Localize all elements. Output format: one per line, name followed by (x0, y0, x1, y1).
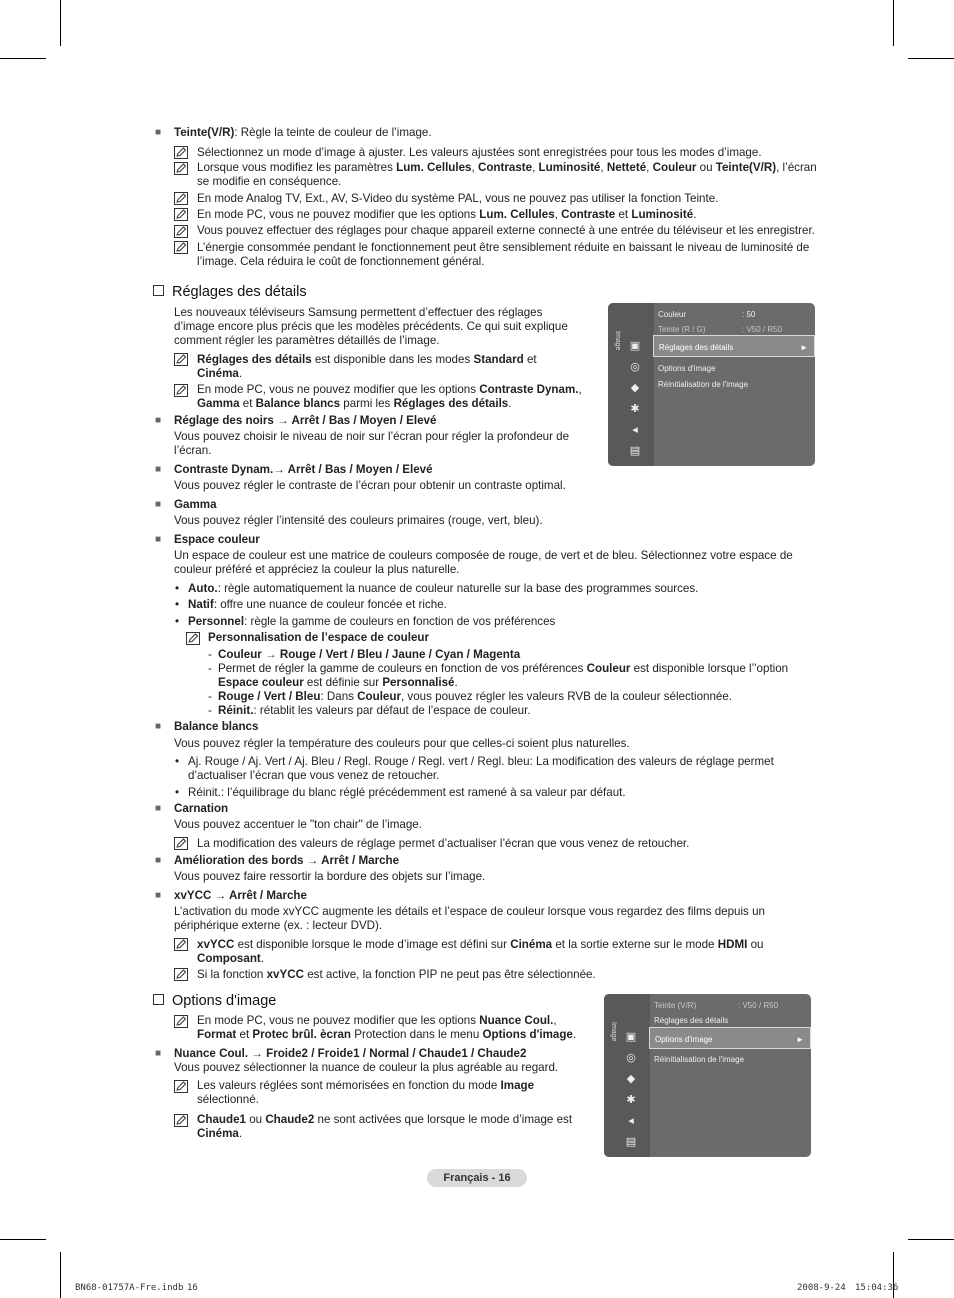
paragraph-line: comment régler les paramètres détaillés de l’image. (174, 334, 440, 347)
note-text: Chaude1 ou Chaude2 ne sont activées que lorsque le mode d’image est (197, 1113, 573, 1126)
setup-icon: ✱ (626, 1094, 636, 1106)
section-heading: Options d'image (153, 994, 276, 1008)
note-text: Gamma et Balance blancs parmi les Réglages des détails. (197, 397, 512, 410)
item-desc: périphérique externe (ex. : lecteur DVD). (174, 919, 383, 932)
item-title: xvYCC → Arrêt / Marche (174, 889, 307, 902)
item-title: Balance blancs (174, 720, 259, 733)
application-icon: ▤ (629, 445, 641, 457)
square-bullet: ■ (155, 1048, 162, 1059)
item-desc: Vous pouvez accentuer le "ton chair" de l’image. (174, 818, 422, 831)
picture-icon: ▣ (625, 1031, 637, 1043)
bullet-text: Personnel: règle la gamme de couleurs en fonction de vos préférences (188, 615, 556, 628)
crop-mark (60, 0, 61, 46)
setup-icon: ✱ (630, 403, 640, 415)
menu-side-label: Image (614, 331, 621, 351)
print-file-name: BN68-01757A-Fre.indb (75, 1283, 184, 1293)
item-title: Carnation (174, 802, 229, 815)
dash-bullet: - (208, 648, 212, 661)
menu-row-value: : V50 / R50 (738, 1001, 779, 1010)
square-bullet: ■ (155, 534, 162, 545)
item-desc: L’activation du mode xvYCC augmente les détails et l’espace de couleur lorsque vous regardez des films depuis un (174, 905, 765, 918)
page-number-badge: Français - 16 (427, 1169, 527, 1187)
note-text: La modification des valeurs de réglage permet d’actualiser l’écran que vous venez de retoucher. (197, 837, 690, 850)
bullet-text: Auto.: règle automatiquement la nuance de couleur naturelle sur la base des programmes sources. (188, 582, 699, 595)
note-text: Lorsque vous modifiez les paramètres Lum. Cellules, Contraste, Luminosité, Netteté, Couleur ou Teinte(V/R), l’écran (197, 161, 817, 174)
item-desc: Vous pouvez faire ressortir la bordure des objets sur l’image. (174, 870, 486, 883)
crop-mark (893, 0, 894, 46)
dash-bullet: - (208, 690, 212, 703)
item-desc: Vous pouvez choisir le niveau de noir sur l’écran pour régler la profondeur de (174, 430, 570, 443)
note-text: Format et Protec brûl. ècran Protection dans le menu Options d'image. (197, 1028, 577, 1041)
crop-mark (908, 1239, 954, 1240)
dash-bullet: - (208, 662, 212, 675)
note-text: sélectionné. (197, 1093, 259, 1106)
crop-mark (60, 1252, 61, 1298)
note-icon (174, 1015, 188, 1028)
section-heading: Réglages des détails (153, 285, 307, 299)
square-bullet: ■ (155, 890, 162, 901)
note-text: Cinéma. (197, 367, 243, 380)
item-desc: Un espace de couleur est une matrice de couleurs composée de rouge, de vert et de bleu. Sélectionnez votre espace de (174, 549, 793, 562)
note-text: Sélectionnez un mode d’image à ajuster. Les valeurs ajustées sont enregistrées pour tous les modes d’image. (197, 146, 762, 159)
note-icon (174, 1080, 188, 1093)
crop-mark (908, 58, 954, 59)
menu-row-label[interactable]: Réglages des détails (654, 1016, 729, 1025)
item-desc: couleur préféré et appréciez la couleur la plus naturelle. (174, 563, 460, 576)
note-text: Cinéma. (197, 1127, 243, 1140)
menu-row-label[interactable]: Réinitialisation de l'image (658, 380, 749, 389)
bullet-text: Réinit.: l’équilibrage du blanc réglé précédemment est ramené à sa valeur par défaut. (188, 786, 626, 799)
paragraph-line: Les nouveaux téléviseurs Samsung permettent d’effectuer des réglages (174, 306, 543, 319)
tv-menu-screenshot (604, 994, 811, 1157)
menu-selected-label: Réglages des détails (659, 343, 734, 352)
note-icon (174, 241, 188, 254)
print-date: 2008-9-24 (797, 1283, 846, 1293)
application-icon: ▤ (625, 1136, 637, 1148)
item-desc: Vous pouvez sélectionner la nuance de couleur la plus agréable au regard. (174, 1061, 559, 1074)
note-icon (174, 146, 188, 159)
dash-text: Espace couleur est définie sur Personnalisé. (218, 676, 458, 689)
note-icon (174, 384, 188, 397)
menu-row-value: : V50 / R50 (742, 325, 783, 334)
bullet-text: Natif: offre une nuance de couleur foncée et riche. (188, 598, 447, 611)
note-icon (174, 353, 188, 366)
item-desc: Vous pouvez régler l’intensité des couleurs primaires (rouge, vert, bleu). (174, 514, 543, 527)
teinte-line (174, 126, 432, 140)
dash-text: Permet de régler la gamme de couleurs en fonction de vos préférences Couleur est disponible lorsque l’’option (218, 662, 789, 675)
dot-bullet: • (175, 615, 180, 628)
menu-row-label[interactable]: Couleur (658, 310, 687, 319)
item-title: Nuance Coul. → Froide2 / Froide1 / Normal / Chaude1 / Chaude2 (174, 1047, 527, 1060)
print-file-page: 16 (187, 1283, 198, 1293)
note-icon (186, 632, 200, 645)
note-text: En mode PC, vous ne pouvez modifier que les options Lum. Cellules, Contraste et Luminosité. (197, 208, 697, 221)
item-title: Espace couleur (174, 533, 260, 546)
crop-mark (0, 58, 46, 59)
menu-selected-item[interactable] (653, 335, 815, 357)
note-text: xvYCC est disponible lorsque le mode d’image est défini sur Cinéma et la sortie externe sur le mode HDMI ou (197, 938, 764, 951)
menu-side-label: Image (610, 1022, 617, 1042)
checkbox-square-icon (153, 994, 164, 1005)
input-icon: ◂ (632, 424, 638, 436)
input-icon: ◂ (628, 1115, 634, 1127)
arrow-right-icon: ► (800, 343, 808, 352)
square-bullet: ■ (155, 721, 162, 732)
item-title: Contraste Dynam.→ Arrêt / Bas / Moyen / Elevé (174, 463, 433, 476)
note-text: l’image. Cela réduira le coût de fonctionnement général. (197, 255, 485, 268)
note-text: Vous pouvez effectuer des réglages pour chaque appareil externe connecté à une entrée du téléviseur et les enregistrer. (197, 224, 815, 237)
square-bullet: ■ (155, 127, 162, 138)
square-bullet: ■ (155, 803, 162, 814)
square-bullet: ■ (155, 464, 162, 475)
teinte-label: Teinte(V/R) (174, 126, 235, 139)
note-text: Réglages des détails est disponible dans les modes Standard et (197, 353, 537, 366)
note-icon (174, 208, 188, 221)
menu-row-value: : 50 (742, 310, 756, 319)
arrow-right-icon: ► (796, 1035, 804, 1044)
note-text: Les valeurs réglées sont mémorisées en fonction du mode Image (197, 1079, 535, 1092)
note-text: En mode PC, vous ne pouvez modifier que les options Contraste Dynam., (197, 383, 582, 396)
menu-row-label[interactable]: Réinitialisation de l'image (654, 1055, 745, 1064)
note-icon (174, 192, 188, 205)
note-icon (174, 225, 188, 238)
tv-menu-screenshot (608, 303, 815, 466)
square-bullet: ■ (155, 499, 162, 510)
bullet-text: Aj. Rouge / Aj. Vert / Aj. Bleu / Regl. Rouge / Regl. vert / Regl. bleu: La modification des valeurs de réglage permet (188, 755, 774, 768)
menu-selected-label: Options d'image (655, 1035, 713, 1044)
note-icon (174, 968, 188, 981)
menu-selected-item[interactable] (649, 1027, 811, 1049)
print-time: 15:04:36 (855, 1283, 899, 1293)
teinte-desc: : Règle la teinte de couleur de l’image. (234, 126, 432, 139)
note-text: L’énergie consommée pendant le fonctionnement peut être sensiblement réduite en baissant le niveau de luminosité de (197, 241, 810, 254)
menu-row-label[interactable]: Options d'image (658, 364, 716, 373)
dot-bullet: • (175, 755, 180, 768)
item-title: Réglage des noirs → Arrêt / Bas / Moyen / Elevé (174, 414, 437, 427)
dash-text: Réinit.: rétablit les valeurs par défaut de l’espace de couleur. (218, 704, 531, 717)
item-desc: l’écran. (174, 444, 212, 457)
sound-icon: ◎ (626, 1052, 636, 1064)
item-title: Gamma (174, 498, 217, 511)
checkbox-square-icon (153, 285, 164, 296)
note-text: Personnalisation de l’espace de couleur (208, 631, 430, 644)
note-text: Composant. (197, 952, 264, 965)
item-title: Amélioration des bords → Arrêt / Marche (174, 854, 400, 867)
dot-bullet: • (175, 582, 180, 595)
dash-text: Couleur → Rouge / Vert / Bleu / Jaune / Cyan / Magenta (218, 648, 521, 661)
dot-bullet: • (175, 598, 180, 611)
sound-icon: ◎ (630, 361, 640, 373)
note-icon (174, 938, 188, 951)
note-text: En mode PC, vous ne pouvez modifier que les options Nuance Coul., (197, 1014, 557, 1027)
item-desc: Vous pouvez régler la température des couleurs pour que celles-ci soient plus naturelles. (174, 737, 630, 750)
square-bullet: ■ (155, 855, 162, 866)
crop-mark (0, 1239, 46, 1240)
menu-row-label[interactable]: Teinte (R / G) (658, 325, 706, 334)
note-text: En mode Analog TV, Ext., AV, S-Video du système PAL, vous ne pouvez pas utiliser la fonction Teinte. (197, 192, 719, 205)
bullet-text: d’actualiser l’écran que vous venez de retoucher. (188, 769, 440, 782)
dash-bullet: - (208, 704, 212, 717)
note-text: Si la fonction xvYCC est active, la fonction PIP ne peut pas être sélectionnée. (197, 968, 596, 981)
channel-icon: ◆ (630, 382, 640, 394)
item-desc: Vous pouvez régler le contraste de l’écran pour obtenir un contraste optimal. (174, 479, 566, 492)
note-icon (174, 1114, 188, 1127)
square-bullet: ■ (155, 415, 162, 426)
dash-text: Rouge / Vert / Bleu: Dans Couleur, vous pouvez régler les valeurs RVB de la couleur sélectionnée. (218, 690, 733, 703)
paragraph-line: d’image encore plus précis que les modèles précédents. Ce qui suit explique (174, 320, 568, 333)
picture-icon: ▣ (629, 340, 641, 352)
dot-bullet: • (175, 786, 180, 799)
channel-icon: ◆ (626, 1073, 636, 1085)
menu-row-label[interactable]: Teinte (V/R) (654, 1001, 697, 1010)
note-text: se modifie en conséquence. (197, 175, 342, 188)
note-icon (174, 162, 188, 175)
note-icon (174, 837, 188, 850)
